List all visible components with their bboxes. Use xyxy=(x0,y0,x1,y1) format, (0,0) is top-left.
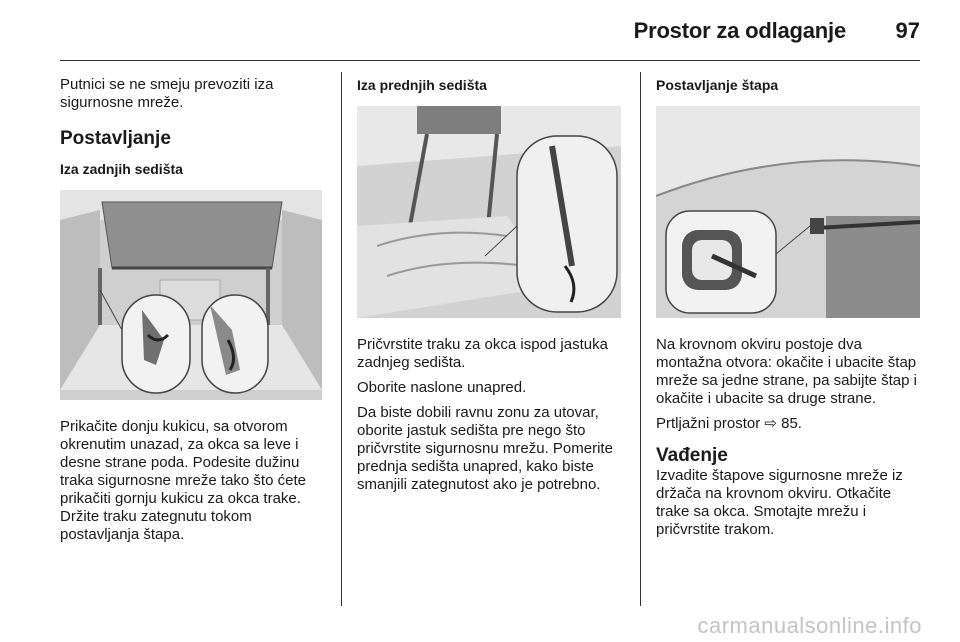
front-seats-step-2: Oborite naslone unapred. xyxy=(357,379,527,396)
page-number: 97 xyxy=(895,18,920,43)
removal-text: Izvadite štapove sigurnosne mreže iz držača na krovnom okviru. Otkačite trake sa okca. Smotajte mrežu i pričvrstite trakom. xyxy=(656,467,903,538)
column-divider-1 xyxy=(341,72,342,606)
rear-seats-instructions: Prikačite donju kukicu, sa otvorom okrenutim unazad, za okca sa leve i desne strane poda. Podesite dužinu traka sigurnosne mreže tako što ćete prikačiti gornju kukicu za okca trake. Držite traku zategnutu tokom postavljanja štapa. xyxy=(60,418,306,543)
rod-installation-text: Na krovnom okviru postoje dva montažna otvora: okačite i ubacite štap mreže sa jedne strane, pa sabijte štap i okačite i ubacite sa druge strane. xyxy=(656,336,917,407)
header-divider xyxy=(60,60,920,61)
subheading-front-seats: Iza prednjih sedišta xyxy=(357,77,487,93)
column-divider-2 xyxy=(640,72,641,606)
section-heading-installation: Postavljanje xyxy=(60,128,171,149)
cross-reference-link[interactable]: Prtljažni prostor ⇨ 85. xyxy=(656,415,802,432)
column-1 xyxy=(60,76,328,551)
front-seats-step-1: Pričvrstite traku za okca ispod jastuka zadnjeg sedišta. xyxy=(357,336,608,371)
page-title: Prostor za odlaganje xyxy=(633,18,846,43)
section-heading-removal: Vađenje xyxy=(656,445,728,466)
subheading-rod-installation: Postavljanje štapa xyxy=(656,77,779,93)
front-seats-illustration xyxy=(357,106,621,318)
front-seats-step-3: Da biste dobili ravnu zonu za utovar, oborite jastuk sedišta pre nego što pričvrstite sigurnosnu mrežu. Pomerite prednja sedišta unapred, kako biste smanjili zategnutost ako je potrebno. xyxy=(357,404,613,493)
column-2 xyxy=(357,76,625,501)
subheading-rear-seats: Iza zadnjih sedišta xyxy=(60,161,183,177)
intro-paragraph: Putnici se ne smeju prevoziti iza sigurnosne mreže. xyxy=(60,76,274,111)
column-3 xyxy=(656,76,922,546)
rear-seats-illustration xyxy=(60,190,322,400)
rod-installation-illustration xyxy=(656,106,920,318)
watermark: carmanualsonline.info xyxy=(697,613,922,638)
